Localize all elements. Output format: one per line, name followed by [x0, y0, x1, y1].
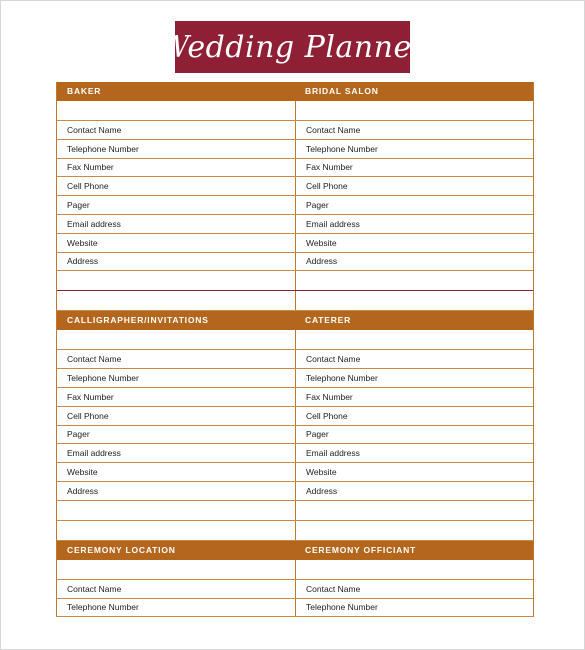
blank-row	[57, 560, 533, 580]
name-entry-right[interactable]	[295, 560, 533, 579]
field-row	[57, 350, 533, 369]
name-entry-right[interactable]	[295, 101, 533, 120]
field-label[interactable]: Cell Phone	[67, 181, 109, 192]
field-label[interactable]: Address	[295, 482, 533, 500]
field-label[interactable]: Contact Name	[67, 354, 122, 365]
section-left-title: BAKER	[67, 86, 102, 96]
section-left-title: CEREMONY LOCATION	[67, 544, 176, 555]
blank-row	[57, 101, 533, 121]
field-label[interactable]: Pager	[295, 426, 533, 444]
field-label[interactable]: Telephone Number	[67, 602, 139, 613]
field-label[interactable]: Fax Number	[295, 159, 533, 177]
field-row	[57, 121, 533, 140]
section-header	[57, 541, 533, 560]
blank-row	[57, 501, 533, 521]
field-label[interactable]: Telephone Number	[295, 140, 533, 158]
field-row	[57, 463, 533, 482]
field-row	[57, 369, 533, 388]
field-row	[57, 196, 533, 215]
field-label[interactable]: Pager	[295, 196, 533, 214]
field-row	[57, 234, 533, 253]
blank-cell[interactable]	[295, 291, 533, 310]
field-row	[57, 388, 533, 407]
field-row	[57, 444, 533, 463]
field-label[interactable]: Telephone Number	[295, 369, 533, 387]
blank-cell[interactable]	[295, 271, 533, 290]
blank-row	[57, 521, 533, 541]
blank-cell[interactable]	[57, 291, 295, 310]
field-row	[57, 580, 533, 599]
section-right-title: BRIDAL SALON	[305, 86, 379, 96]
field-label[interactable]: Address	[67, 256, 99, 267]
blank-cell[interactable]	[295, 501, 533, 520]
name-entry-left[interactable]	[57, 101, 295, 120]
field-label[interactable]: Cell Phone	[295, 177, 533, 195]
field-label[interactable]: Website	[295, 234, 533, 252]
section-right-title: CATERER	[305, 315, 352, 326]
field-label[interactable]: Contact Name	[67, 583, 122, 594]
field-row	[57, 215, 533, 234]
field-row	[57, 159, 533, 178]
field-label[interactable]: Pager	[67, 429, 90, 440]
field-label[interactable]: Pager	[67, 200, 90, 211]
field-label[interactable]: Website	[67, 467, 98, 478]
field-label[interactable]: Contact Name	[295, 350, 533, 368]
name-entry-right[interactable]	[295, 330, 533, 349]
field-label[interactable]: Fax Number	[67, 162, 114, 173]
planner-table	[56, 82, 534, 617]
field-label[interactable]: Website	[67, 237, 98, 248]
page-title: Wedding Planner	[158, 29, 427, 65]
field-label[interactable]: Address	[295, 253, 533, 271]
blank-cell[interactable]	[57, 521, 295, 540]
field-row	[57, 253, 533, 272]
field-label[interactable]: Telephone Number	[295, 599, 533, 617]
field-label[interactable]: Telephone Number	[67, 373, 139, 384]
blank-cell[interactable]	[57, 501, 295, 520]
field-label[interactable]: Contact Name	[295, 121, 533, 139]
field-label[interactable]: Fax Number	[295, 388, 533, 406]
field-row	[57, 177, 533, 196]
name-entry-left[interactable]	[57, 560, 295, 579]
blank-row	[57, 291, 533, 311]
field-row	[57, 407, 533, 426]
field-label[interactable]: Website	[295, 463, 533, 481]
field-row	[57, 426, 533, 445]
blank-cell[interactable]	[57, 271, 295, 290]
field-row	[57, 599, 533, 618]
field-label[interactable]: Contact Name	[67, 124, 122, 135]
blank-row	[57, 271, 533, 291]
name-entry-left[interactable]	[57, 330, 295, 349]
field-label[interactable]: Cell Phone	[67, 410, 109, 421]
field-label[interactable]: Fax Number	[67, 391, 114, 402]
field-label[interactable]: Contact Name	[295, 580, 533, 598]
field-row	[57, 482, 533, 501]
field-label[interactable]: Cell Phone	[295, 407, 533, 425]
section-right-title: CEREMONY OFFICIANT	[305, 544, 417, 555]
field-row	[57, 140, 533, 159]
title-banner	[158, 21, 427, 73]
field-label[interactable]: Address	[67, 485, 99, 496]
field-label[interactable]: Email address	[67, 218, 121, 229]
section-header	[57, 311, 533, 330]
section-header	[57, 82, 533, 101]
field-label[interactable]: Email address	[295, 215, 533, 233]
section-left-title: CALLIGRAPHER/INVITATIONS	[67, 315, 209, 326]
field-label[interactable]: Telephone Number	[67, 143, 139, 154]
field-label[interactable]: Email address	[67, 448, 121, 459]
blank-cell[interactable]	[295, 521, 533, 540]
blank-row	[57, 330, 533, 350]
field-label[interactable]: Email address	[295, 444, 533, 462]
